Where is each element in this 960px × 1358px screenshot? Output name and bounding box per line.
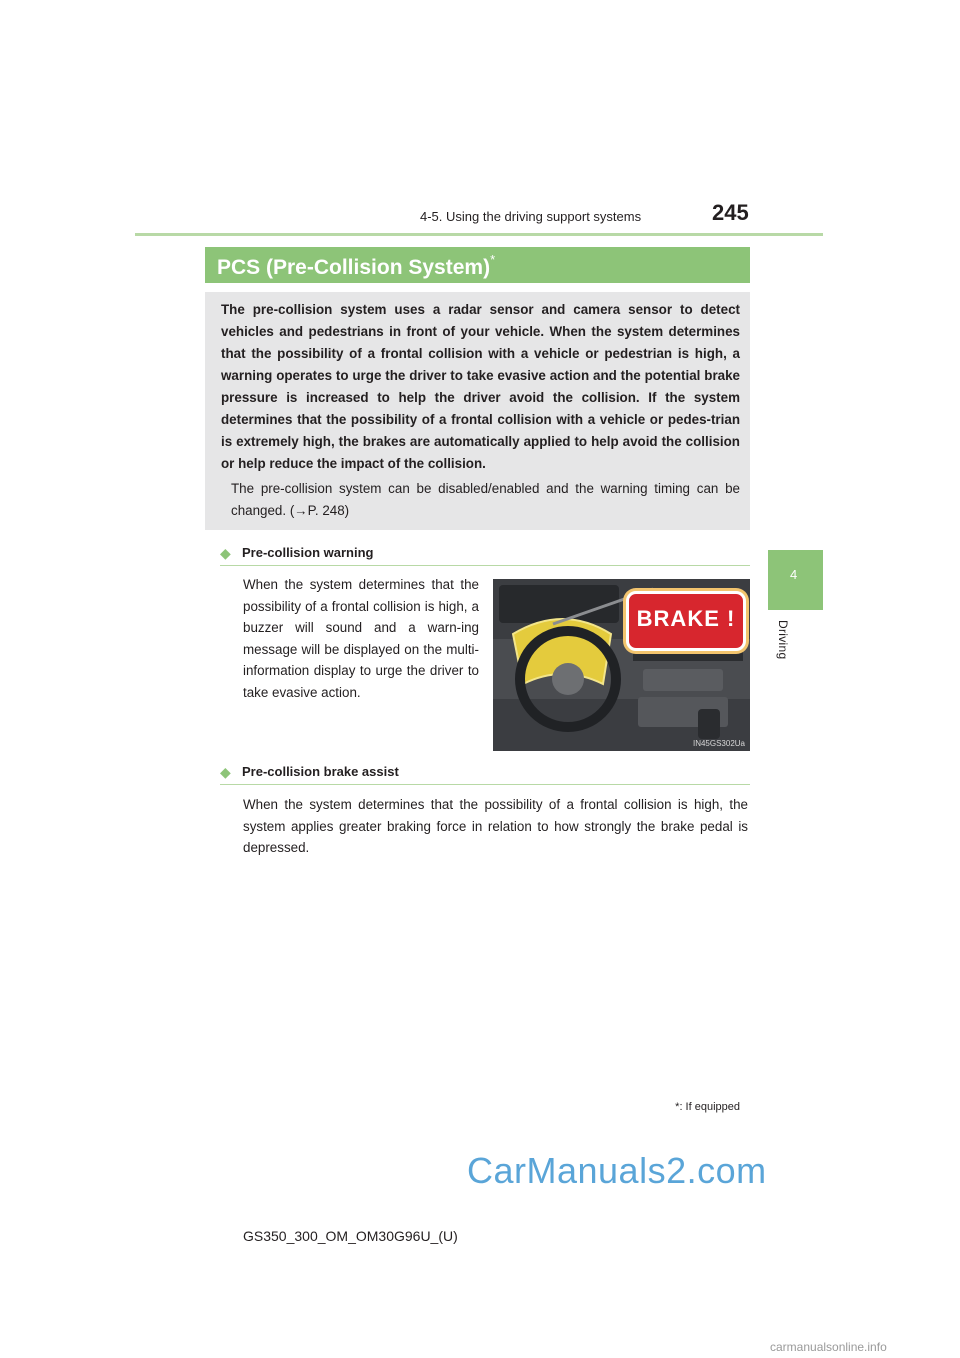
footnote-asterisk: * bbox=[675, 1101, 680, 1113]
intro-note: The pre-collision system can be disabled/enabled and the warning timing can be changed. (→P. 248) bbox=[231, 481, 740, 518]
figure-code: IN45GS302Ua bbox=[692, 739, 745, 748]
heading-pre-collision-brake-assist bbox=[220, 762, 750, 785]
document-id: GS350_300_OM_OM30G96U_(U) bbox=[243, 1228, 458, 1244]
diamond-bullet-icon: ◆ bbox=[220, 545, 231, 561]
subsection-heading: Pre-collision warning bbox=[242, 545, 374, 560]
dashboard-illustration bbox=[493, 579, 750, 751]
heading-pre-collision-warning bbox=[220, 543, 750, 566]
footnote bbox=[675, 1101, 740, 1113]
page-title-text: PCS (Pre-Collision System) bbox=[217, 256, 491, 279]
page-number: 245 bbox=[712, 200, 749, 225]
subsection-heading: Pre-collision brake assist bbox=[242, 764, 399, 779]
brake-assist-description: When the system determines that the possibility of a frontal collision is high, the system applies greater braking force in relation to how strongly the brake pedal is depressed. bbox=[243, 797, 748, 856]
diamond-bullet-icon: ◆ bbox=[220, 764, 231, 780]
watermark: CarManuals2.com bbox=[467, 1150, 767, 1191]
title-bar bbox=[205, 247, 750, 283]
footnote-text: : If equipped bbox=[679, 1101, 740, 1113]
chapter-label: Driving bbox=[776, 620, 790, 660]
brake-warning-text: BRAKE ! bbox=[636, 606, 736, 631]
intro-paragraph: The pre-collision system uses a radar sensor and camera sensor to detect vehicles and pedestrians in front of your vehicle. When the system determines that the possibility of a frontal collision with a vehicle or pedestrian is high, a warning operates to urge the driver to take evasive action and the potential brake pressure is increased to help the driver avoid the collision. If the system determines that the possibility of a frontal collision with a vehicle or pedes-trian is extremely high, the brakes are automatically applied to help avoid the collision or help reduce the impact of the collision. bbox=[221, 302, 740, 471]
footer-logo: carmanualsonline.info bbox=[770, 1340, 887, 1354]
warning-description: When the system determines that the possibility of a frontal collision is high, a buzzer will sound and a warn-ing message will be displayed on the multi-information display to urge the driver to take evasive action. bbox=[243, 577, 479, 700]
intro-box bbox=[205, 292, 750, 530]
header-divider bbox=[135, 233, 823, 236]
section-title: 4-5. Using the driving support systems bbox=[420, 209, 642, 224]
page-title bbox=[217, 252, 495, 280]
chapter-number: 4 bbox=[790, 567, 798, 582]
brake-warning-display bbox=[626, 591, 746, 651]
title-asterisk: * bbox=[490, 252, 496, 267]
